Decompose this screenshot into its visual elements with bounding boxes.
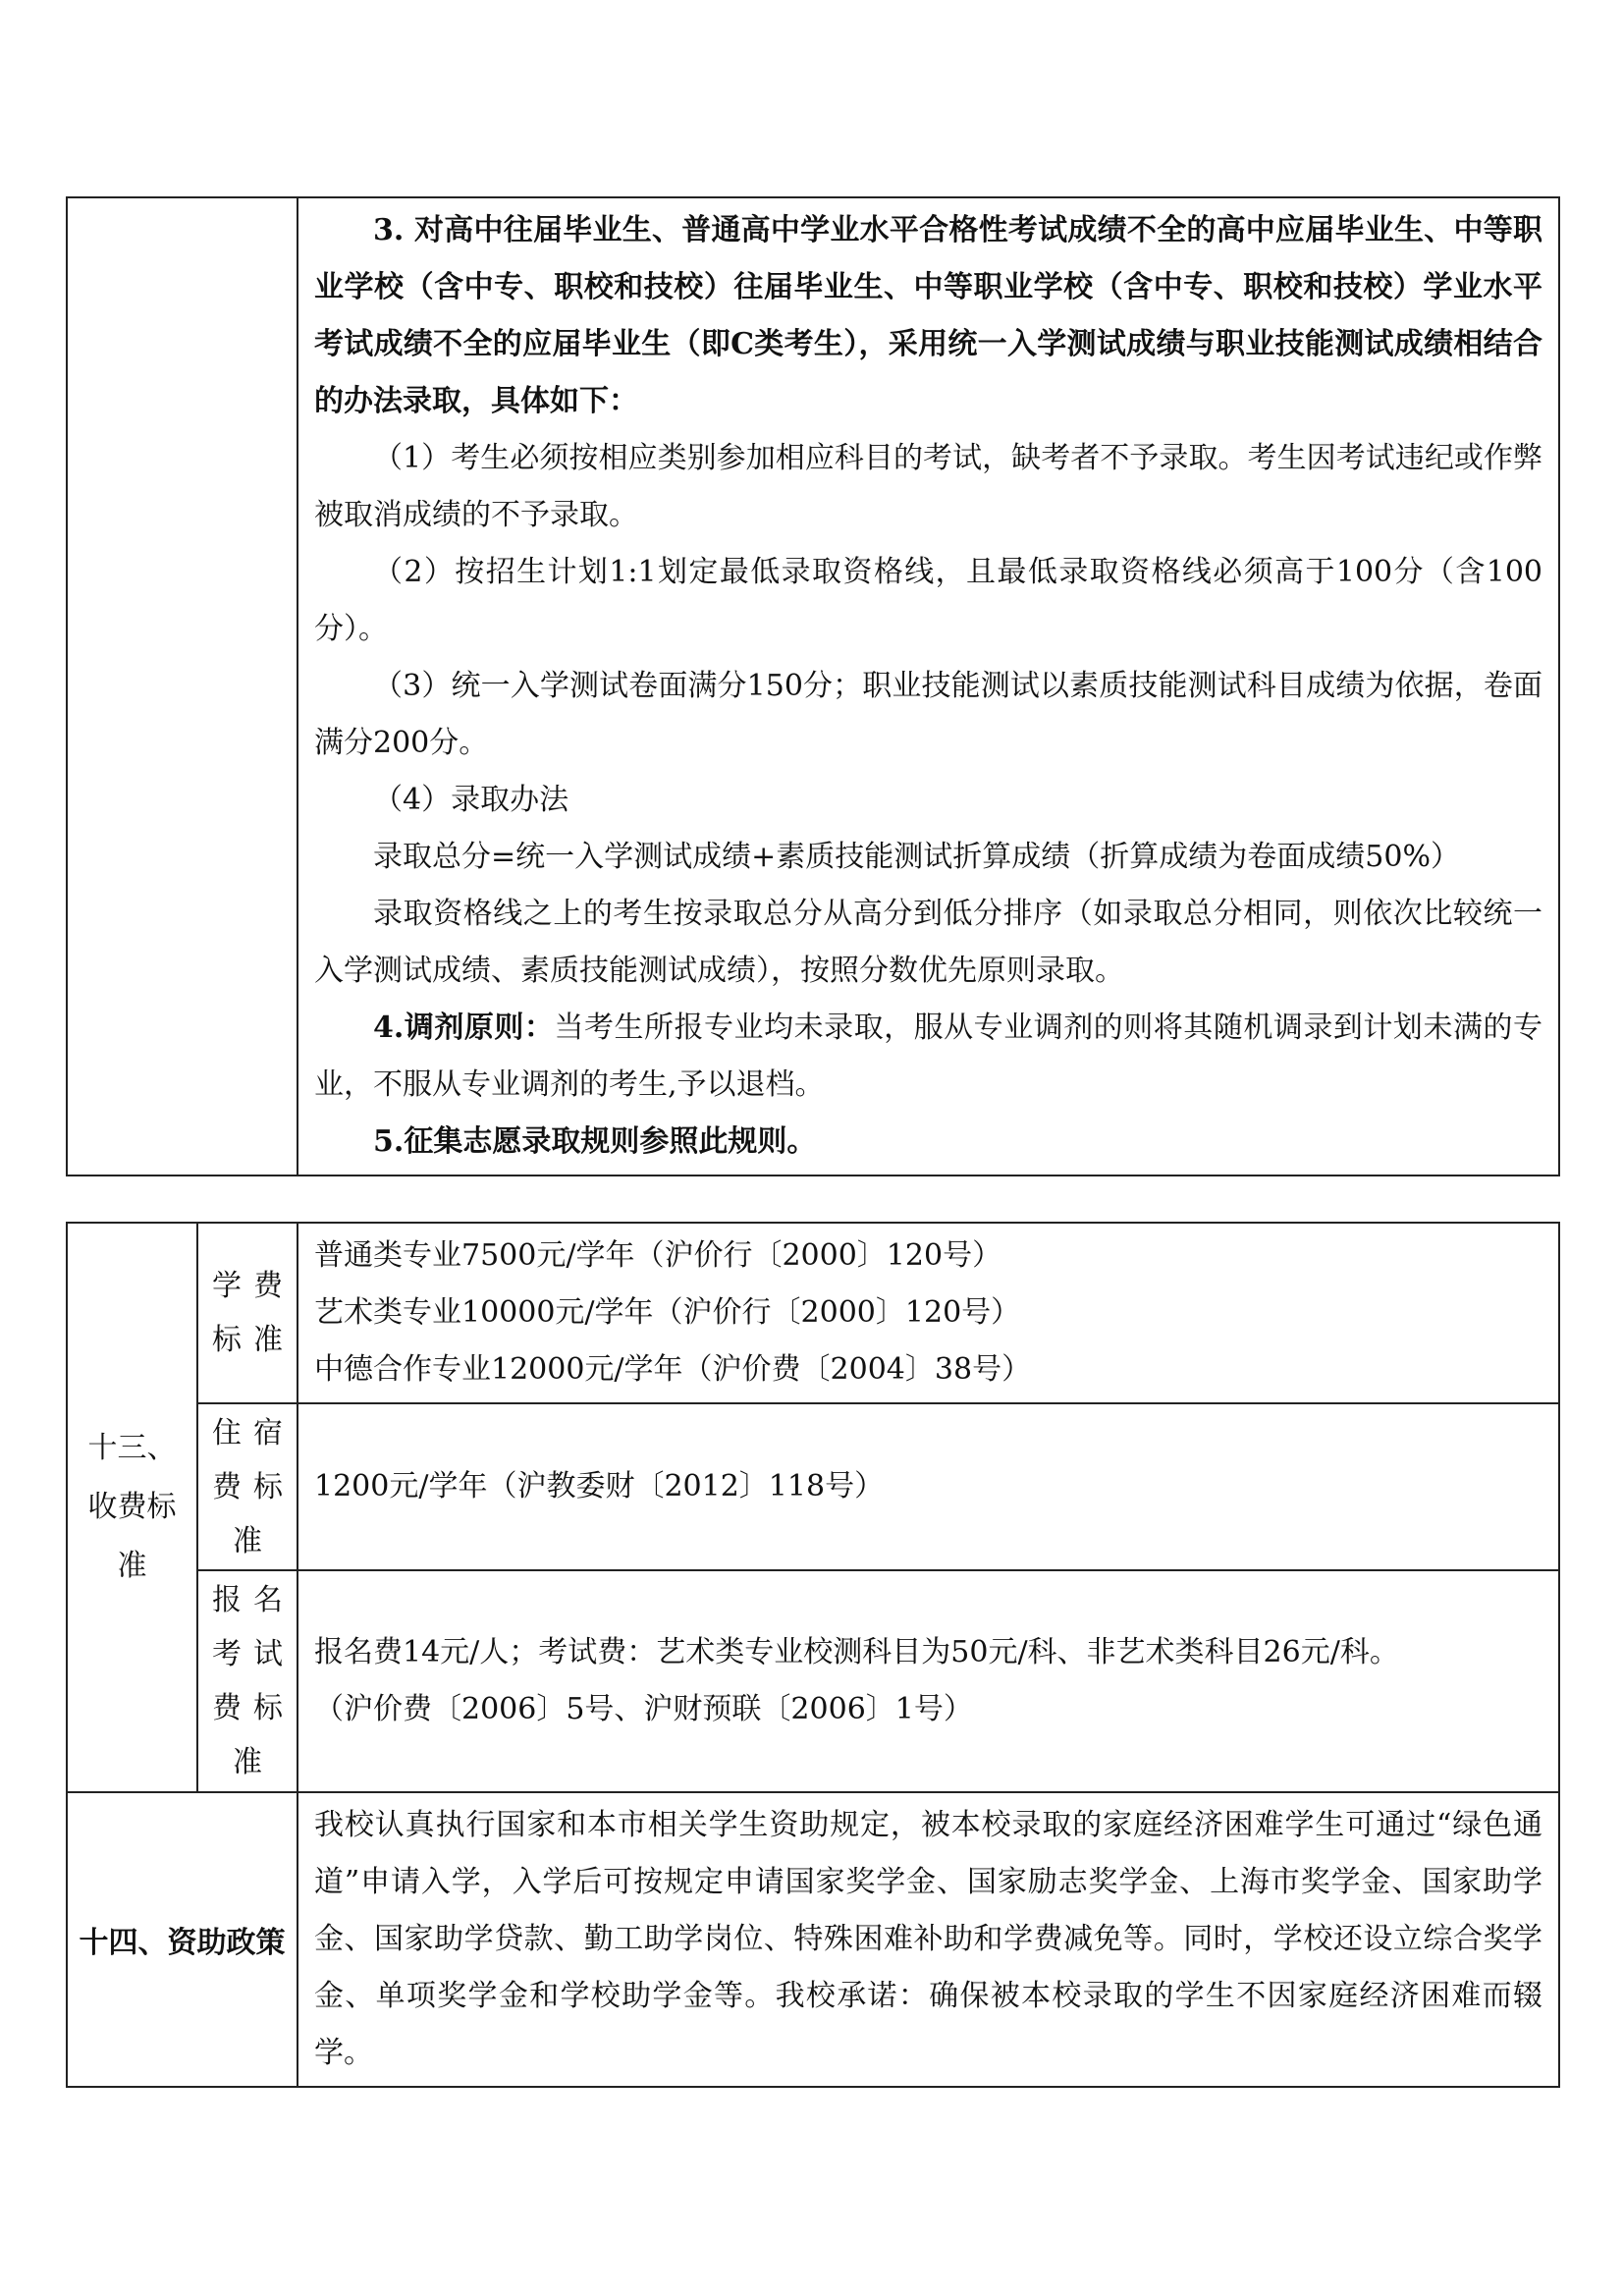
exam-fee-content — [298, 1570, 1559, 1792]
admission-rules-row — [67, 197, 1559, 1175]
lodging-label-line: 费标 — [212, 1469, 295, 1504]
rule-4-paragraph — [314, 1000, 1542, 1114]
exam-fee-label — [197, 1570, 298, 1792]
admission-rules-content — [298, 197, 1559, 1175]
tuition-label-line: 学费 — [212, 1269, 295, 1303]
rule-3-item-2: （2）按招生计划1:1划定最低录取资格线，且最低录取资格线必须高于100分（含100分）。 — [314, 555, 1542, 646]
tuition-line: 艺术类专业10000元/学年（沪价行〔2000〕120号） — [314, 1295, 1021, 1330]
exam-fee-label-line: 考试 — [212, 1637, 295, 1671]
total-score-formula: 录取总分=统一入学测试成绩+素质技能测试折算成绩（折算成绩为卷面成绩50%） — [373, 840, 1460, 874]
exam-fee-row — [67, 1570, 1559, 1792]
aid-section-title: 十四、资助政策 — [67, 1792, 298, 2087]
tuition-label-line: 标准 — [212, 1323, 295, 1357]
tuition-content — [298, 1223, 1559, 1403]
fees-title-line: 十三、 — [87, 1431, 177, 1465]
rule-4-text: 当考生所报专业均未录取，服从专业调剂的则将其随机调录到计划未满的专业，不服从专业调剂的考生,予以退档。 — [314, 1011, 1543, 1102]
lodging-label — [197, 1403, 298, 1570]
ranking-rule: 录取资格线之上的考生按录取总分从高分到低分排序（如录取总分相同，则依次比较统一入学测试成绩、素质技能测试成绩），按照分数优先原则录取。 — [314, 897, 1542, 988]
lodging-label-line: 准 — [233, 1523, 274, 1558]
tuition-row — [67, 1223, 1559, 1403]
exam-fee-label-line: 准 — [233, 1745, 274, 1779]
rule-3-item-4: （4）录取办法 — [373, 783, 569, 817]
empty-label-cell — [67, 197, 298, 1175]
lodging-content: 1200元/学年（沪教委财〔2012〕118号） — [298, 1403, 1559, 1570]
rule-3-paragraph: 3. 对高中往届毕业生、普通高中学业水平合格性考试成绩不全的高中应届毕业生、中等职业学校（含中专、职校和技校）往届毕业生、中等职业学校（含中专、职校和技校）学业水平考试成绩不全的应届毕业生（即C类考生），采用统一入学测试成绩与职业技能测试成绩相结合的办法录取，具体如下： — [314, 213, 1542, 418]
rule-3-item-3: （3）统一入学测试卷面满分150分；职业技能测试以素质技能测试科目成绩为依据，卷面满分200分。 — [314, 669, 1542, 760]
aid-content: 我校认真执行国家和本市相关学生资助规定，被本校录取的家庭经济困难学生可通过“绿色通道”申请入学，入学后可按规定申请国家奖学金、国家励志奖学金、上海市奖学金、国家助学金、国家助学贷款、勤工助学岗位、特殊困难补助和学费减免等。同时，学校还设立综合奖学金、单项奖学金和学校助学金等。我校承诺：确保被本校录取的学生不因家庭经济困难而辍学。 — [298, 1792, 1559, 2087]
tuition-label — [197, 1223, 298, 1403]
rule-5-paragraph: 5.征集志愿录取规则参照此规则。 — [373, 1124, 817, 1159]
rule-4-label: 4.调剂原则： — [373, 1011, 555, 1045]
lodging-label-line: 住宿 — [212, 1415, 295, 1450]
fees-title-line: 收费标 — [87, 1490, 177, 1524]
aid-row — [67, 1792, 1559, 2087]
exam-fee-label-line: 报名 — [212, 1583, 295, 1617]
admission-rules-table — [66, 196, 1560, 1176]
rule-3-item-1: （1）考生必须按相应类别参加相应科目的考试，缺考者不予录取。考生因考试违纪或作弊被取消成绩的不予录取。 — [314, 441, 1542, 532]
lodging-row — [67, 1403, 1559, 1570]
exam-fee-line: （沪价费〔2006〕5号、沪财预联〔2006〕1号） — [314, 1692, 973, 1726]
fees-section-title — [67, 1223, 197, 1792]
exam-fee-label-line: 费标 — [212, 1691, 295, 1725]
tuition-line: 普通类专业7500元/学年（沪价行〔2000〕120号） — [314, 1238, 1002, 1273]
fees-title-line: 准 — [117, 1549, 147, 1583]
tuition-line: 中德合作专业12000元/学年（沪价费〔2004〕38号） — [314, 1352, 1032, 1387]
exam-fee-line: 报名费14元/人；考试费：艺术类专业校测科目为50元/科、非艺术类科目26元/科。 — [314, 1635, 1399, 1669]
fees-aid-table — [66, 1222, 1560, 2088]
